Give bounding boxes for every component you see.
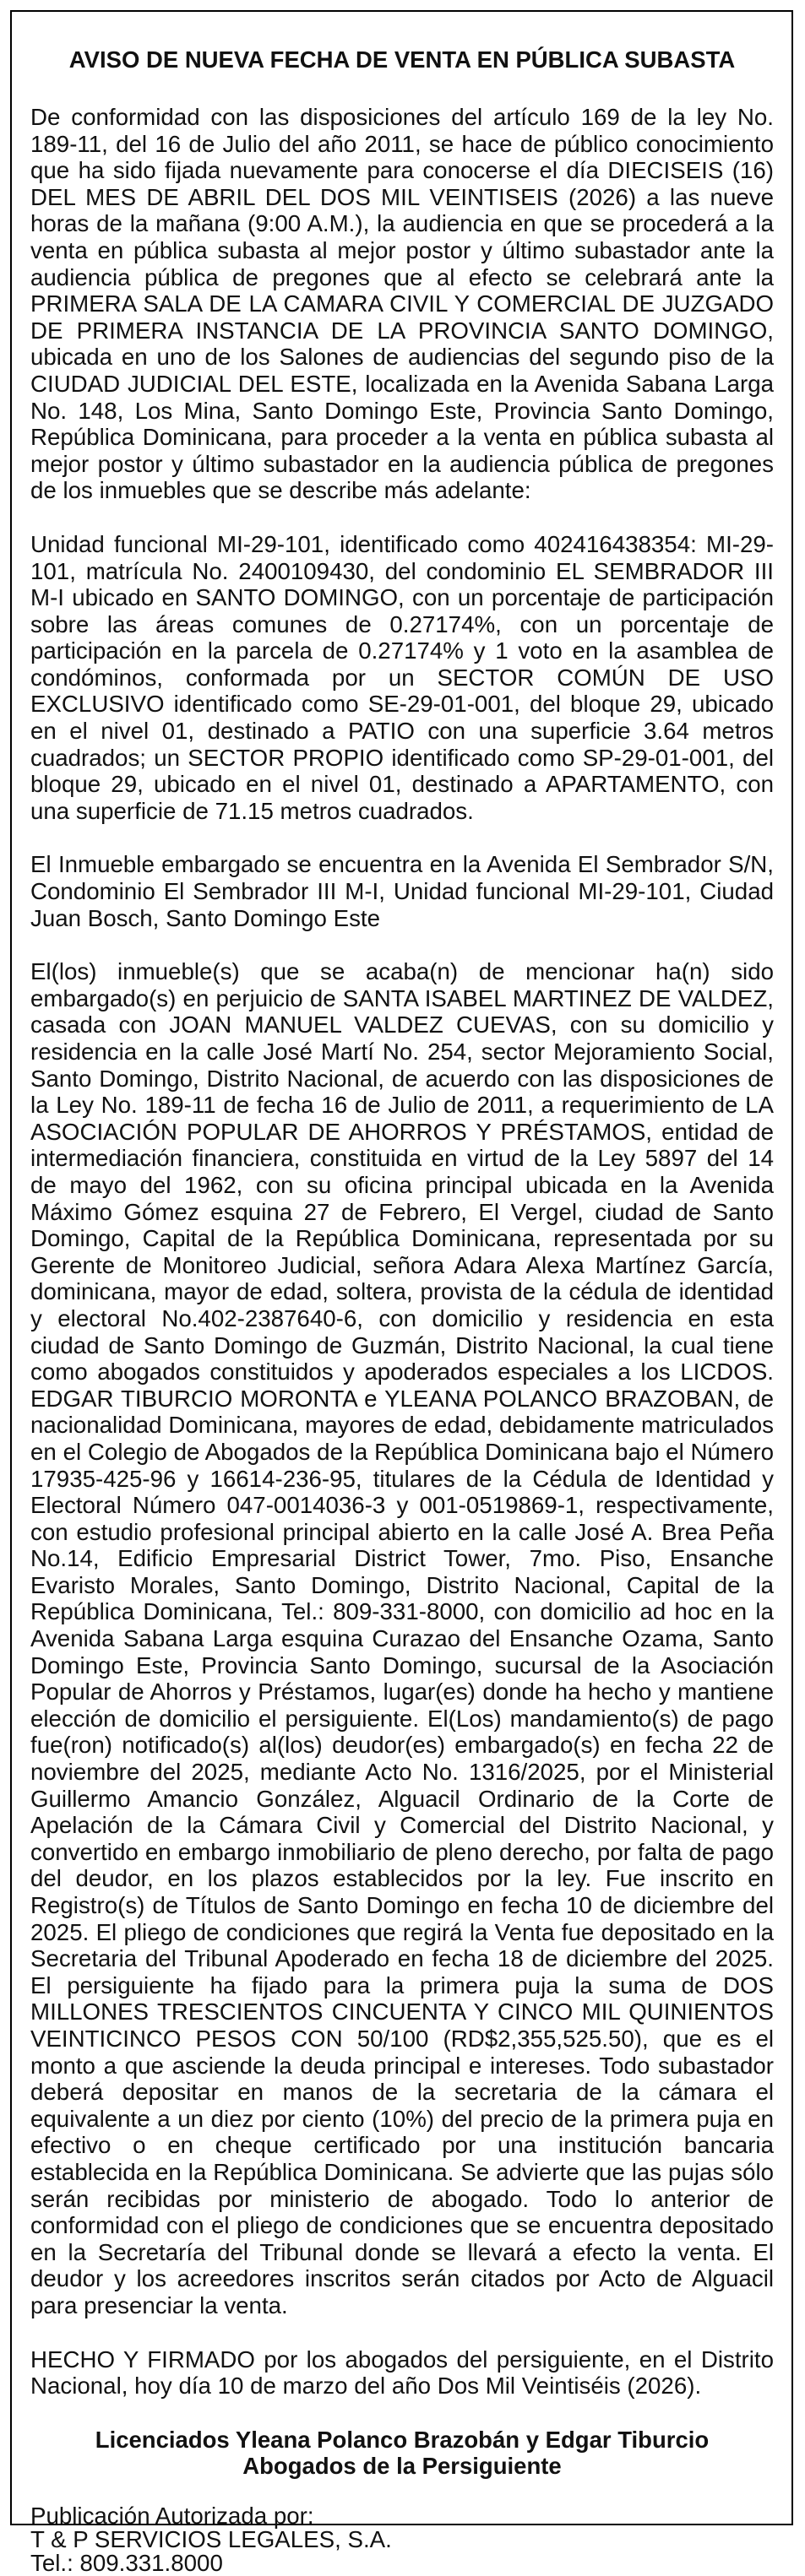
signature-names: Licenciados Yleana Polanco Brazobán y Edgar Tiburcio bbox=[95, 2426, 710, 2453]
footer-company: T & P SERVICIOS LEGALES, S.A. bbox=[30, 2525, 392, 2552]
legal-notice bbox=[30, 46, 774, 2575]
paragraph-seizure-details: El(los) inmueble(s) que se acaba(n) de mencionar ha(n) sido embargado(s) en perjuicio de SANTA ISABEL MARTINEZ DE VALDEZ, casada con JOAN MANUEL VALDEZ CUEVAS, con su domicilio y residencia en la calle José Martí No. 254, sector Mejoramiento Social, Santo Domingo, Distrito Nacional, de acuerdo con las disposiciones de la Ley No. 189-11 de fecha 16 de Julio de 2011, a requerimiento de LA ASOCIACIÓN POPULAR DE AHORROS Y PRÉSTAMOS, entidad de intermediación financiera, constituida en virtud de la Ley 5897 del 14 de mayo del 1962, con su oficina principal ubicada en la Avenida Máximo Gómez esquina 27 de Febrero, El Vergel, ciudad de Santo Domingo, Capital de la República Dominicana, representada por su Gerente de Monitoreo Judicial, señora Adara Alexa Martínez García, dominicana, mayor de edad, soltera, provista de la cédula de identidad y electoral No.402-2387640-6, con domicilio y residencia en esta ciudad de Santo Domingo de Guzmán, Distrito Nacional, la cual tiene como abogados constituidos y apoderados especiales a los LICDOS. EDGAR TIBURCIO MORONTA e YLEANA POLANCO BRAZOBAN, de nacionalidad Dominicana, mayores de edad, debidamente matriculados en el Colegio de Abogados de la República Dominicana bajo el Número 17935-425-96 y 16614-236-95, titulares de la Cédula de Identidad y Electoral Número 047-0014036-3 y 001-0519869-1, respectivamente, con estudio profesional principal abierto en la calle José A. Brea Peña No.14, Edificio Empresarial District Tower, 7mo. Piso, Ensanche Evaristo Morales, Santo Domingo, Distrito Nacional, Capital de la República Dominicana, Tel.: 809-331-8000, con domicilio ad hoc en la Avenida Sabana Larga esquina Curazao del Ensanche Ozama, Santo Domingo Este, Provincia Santo Domingo, sucursal de la Asociación Popular de Ahorros y Préstamos, lugar(es) donde ha hecho y mantiene elección de domicilio el persiguiente. El(Los) mandamiento(s) de pago fue(ron) notificado(s) al(los) deudor(es) embargado(s) en fecha 22 de noviembre del 2025, mediante Acto No. 1316/2025, por el Ministerial Guillermo Amancio González, Alguacil Ordinario de la Corte de Apelación de la Cámara Civil y Comercial del Distrito Nacional, y convertido en embargo inmobiliario de pleno derecho, por falta de pago del deudor, en los plazos establecidos por la ley. Fue inscrito en Registro(s) de Títulos de Santo Domingo en fecha 10 de diciembre del 2025. El pliego de condiciones que regirá la Venta fue depositado en la Secretaria del Tribunal Apoderado en fecha 18 de diciembre del 2025. El persiguiente ha fijado para la primera puja la suma de DOS MILLONES TRESCIENTOS CINCUENTA Y CINCO MIL QUINIENTOS VEINTICINCO PESOS CON 50/100 (RD$2,355,525.50), que es el monto a que asciende la deuda principal e intereses. Todo subastador deberá depositar en manos de la secretaria de la cámara el equivalente a un diez por ciento (10%) del precio de la primera puja en efectivo o en cheque certificado por una institución bancaria establecida en la República Dominicana. Se advierte que las pujas sólo serán recibidas por ministerio de abogado. Todo lo anterior de conformidad con el pliego de condiciones que se encuentra depositado en la Secretaría del Tribunal donde se llevará a efecto la venta. El deudor y los acreedores inscritos serán citados por Acto de Alguacil para presenciar la venta. bbox=[30, 958, 774, 2318]
footer-authorized-by: Publicación Autorizada por: bbox=[30, 2502, 314, 2529]
paragraph-property-location: El Inmueble embargado se encuentra en la Avenida El Sembrador S/N, Condominio El Sembrador III M-I, Unidad funcional MI-29-101, Ciudad Juan Bosch, Santo Domingo Este bbox=[30, 851, 774, 931]
publication-footer bbox=[30, 2504, 774, 2575]
footer-phone: Tel.: 809.331.8000 bbox=[30, 2549, 223, 2576]
paragraph-announcement: De conformidad con las disposiciones del artículo 169 de la ley No. 189-11, del 16 de Julio del año 2011, se hace de público conocimiento que ha sido fijada nuevamente para conocerse el día DIECISEIS (16) DEL MES DE ABRIL DEL DOS MIL VEINTISEIS (2026) a las nueve horas de la mañana (9:00 A.M.), la audiencia en que se procederá a la venta en pública subasta al mejor postor y último subastador ante la audiencia pública de pregones que al efecto se celebrará ante la PRIMERA SALA DE LA CAMARA CIVIL Y COMERCIAL DE JUZGADO DE PRIMERA INSTANCIA DE LA PROVINCIA SANTO DOMINGO, ubicada en uno de los Salones de audiencias del segundo piso de la CIUDAD JUDICIAL DEL ESTE, localizada en la Avenida Sabana Larga No. 148, Los Mina, Santo Domingo Este, Provincia Santo Domingo, República Dominicana, para proceder a la venta en pública subasta al mejor postor y último subastador en la audiencia pública de pregones de los inmuebles que se describe más adelante: bbox=[30, 104, 774, 504]
signature-block bbox=[30, 2427, 774, 2479]
paragraph-signed: HECHO Y FIRMADO por los abogados del persiguiente, en el Distrito Nacional, hoy día 10 de marzo del año Dos Mil Veintiséis (2026). bbox=[30, 2346, 774, 2400]
notice-title: AVISO DE NUEVA FECHA DE VENTA EN PÚBLICA SUBASTA bbox=[68, 46, 736, 73]
paragraph-property-description: Unidad funcional MI-29-101, identificado como 402416438354: MI-29-101, matrícula No. 2400109430, del condominio EL SEMBRADOR III M-I ubicado en SANTO DOMINGO, con un porcentaje de participación sobre las áreas comunes de 0.27174%, con un porcentaje de participación en la parcela de 0.27174% y 1 voto en la asamblea de condóminos, conformada por un SECTOR COMÚN DE USO EXCLUSIVO identificado como SE-29-01-001, del bloque 29, ubicado en el nivel 01, destinado a PATIO con una superficie 3.64 metros cuadrados; un SECTOR PROPIO identificado como SP-29-01-001, del bloque 29, ubicado en el nivel 01, destinado a APARTAMENTO, con una superficie de 71.15 metros cuadrados. bbox=[30, 530, 774, 824]
signature-role: Abogados de la Persiguiente bbox=[242, 2452, 562, 2479]
